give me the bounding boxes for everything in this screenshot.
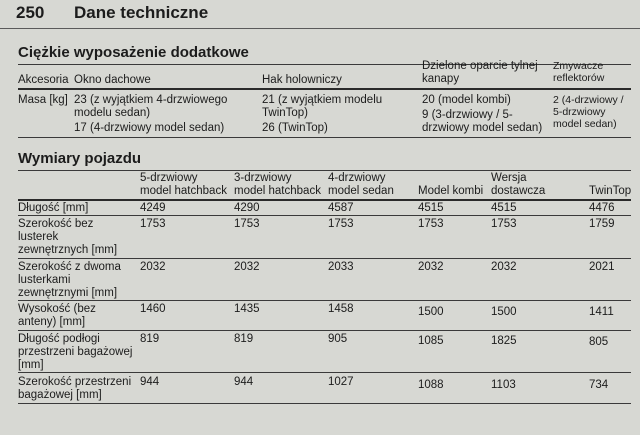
cell-value: 4515 [491,202,517,214]
cell-value: 905 [328,333,348,345]
cell-value: 1753 [234,218,260,230]
cell-value: 1435 [234,303,260,315]
page-header [0,0,640,30]
okno-value-2: 17 (4-drzwiowy model sedan) [74,122,225,134]
cell-value: 1753 [140,218,166,230]
cell-value: 1753 [418,218,444,230]
cell-value: 1753 [328,218,354,230]
zmywacze-value: 2 (4-drzwiowy / 5-drzwiowy model sedan) [553,94,624,130]
row-label: Wysokość (bez anteny) [mm] [18,303,96,328]
cell-value: 4476 [589,202,615,214]
cell-value: 2032 [234,261,260,273]
okno-value-1: 23 (z wyjątkiem 4-drzwiowego modelu sedan) [74,94,228,119]
row-divider [18,372,631,373]
row-label: Długość podłogi przestrzeni bagażowej [mm] [18,333,133,371]
cell-value: 4515 [418,202,444,214]
cell-value: 1825 [491,335,517,347]
equipment-header-hak: Hak holowniczy [262,74,342,86]
dim-header-kombi: Model kombi [418,185,484,197]
dimensions-top-rule [18,170,631,171]
dimensions-bottom-rule [18,403,631,404]
cell-value: 1458 [328,303,354,315]
dim-header-dostawcza: Wersja dostawcza [491,172,546,197]
cell-value: 1411 [589,306,614,318]
oparcie-value-1: 20 (model kombi) [422,94,511,106]
row-divider [18,215,631,216]
cell-value: 4587 [328,202,354,214]
row-divider [18,300,631,301]
cell-value: 1500 [418,306,444,318]
cell-value: 1460 [140,303,166,315]
page-number: 250 [16,3,45,22]
cell-value: 2033 [328,261,354,273]
cell-value: 819 [140,333,160,345]
cell-value: 2032 [140,261,166,273]
equipment-section-title: Ciężkie wyposażenie dodatkowe [18,44,249,61]
equipment-header-rule [18,88,631,90]
cell-value: 1753 [491,218,517,230]
equipment-row-label: Masa [kg] [18,94,68,106]
equipment-bottom-rule [18,137,631,138]
row-label: Szerokość bez lusterek zewnętrznych [mm] [18,218,118,256]
hak-value-1: 21 (z wyjątkiem modelu TwinTop) [262,94,383,119]
cell-value: 1088 [418,379,444,391]
equipment-header-oparcie: Dzielone oparcie tylnej kanapy [422,60,538,85]
cell-value: 734 [589,379,609,391]
dim-header-3d-hatchback: 3-drzwiowy model hatchback [234,172,321,197]
cell-value: 819 [234,333,254,345]
dim-header-4d-sedan: 4-drzwiowy model sedan [328,172,394,197]
oparcie-value-2: 9 (3-drzwiowy / 5-drzwiowy model sedan) [422,109,543,134]
cell-value: 805 [589,336,609,348]
row-divider [18,258,631,259]
cell-value: 2021 [589,261,615,273]
dim-header-twintop: TwinTop [589,185,632,197]
row-label: Długość [mm] [18,202,89,214]
cell-value: 1759 [589,218,615,230]
equipment-header-zmywacze: Zmywacze reflektorów [553,60,605,84]
dimensions-section-title: Wymiary pojazdu [18,150,142,167]
cell-value: 4290 [234,202,260,214]
hak-value-2: 26 (TwinTop) [262,122,328,134]
cell-value: 1027 [328,376,354,388]
cell-value: 2032 [418,261,444,273]
cell-value: 1103 [491,379,516,391]
cell-value: 2032 [491,261,517,273]
chapter-title: Dane techniczne [74,3,209,22]
row-label: Szerokość przestrzeni bagażowej [mm] [18,376,132,401]
dimensions-header-rule [18,199,631,201]
equipment-header-okno: Okno dachowe [74,74,151,86]
cell-value: 1085 [418,335,444,347]
cell-value: 944 [234,376,254,388]
cell-value: 1500 [491,306,517,318]
header-divider [0,28,640,29]
cell-value: 4249 [140,202,166,214]
row-label: Szerokość z dwoma lusterkami zewnętrznymi [mm] [18,261,121,299]
row-divider [18,330,631,331]
dim-header-5d-hatchback: 5-drzwiowy model hatchback [140,172,227,197]
cell-value: 944 [140,376,160,388]
equipment-header-akcesoria: Akcesoria [18,74,69,86]
